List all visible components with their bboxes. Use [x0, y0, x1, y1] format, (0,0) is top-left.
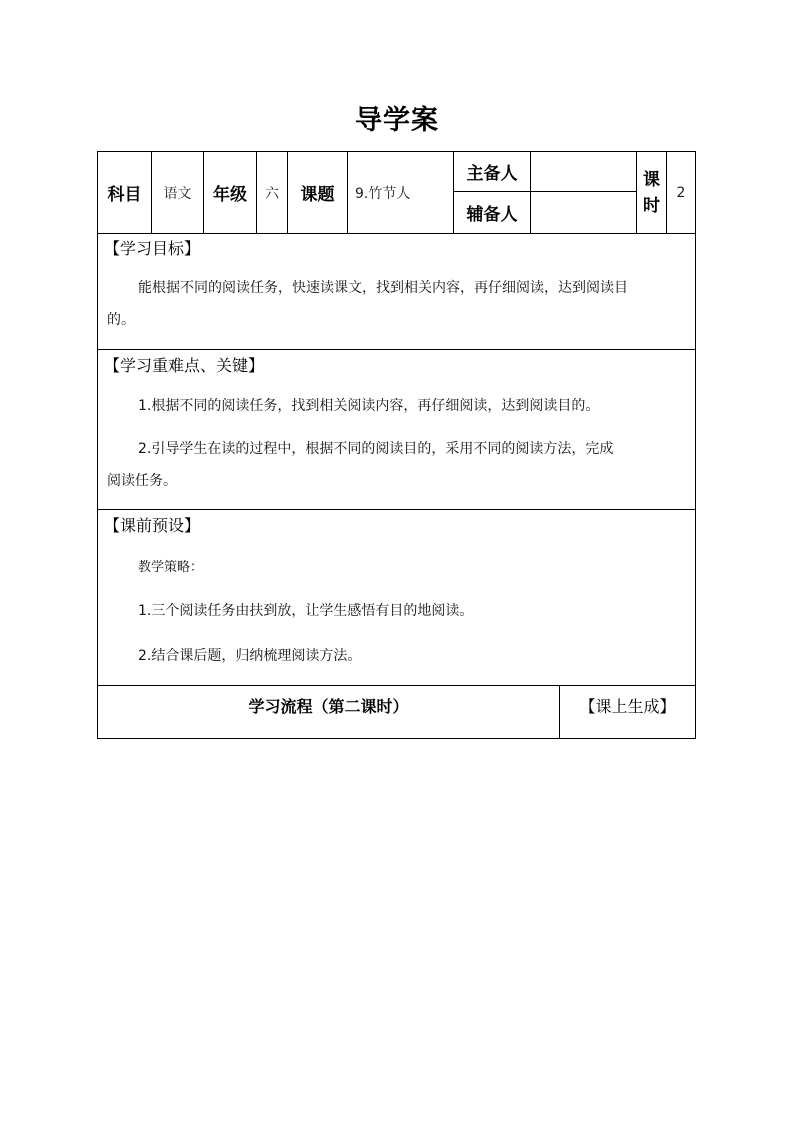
- objectives-line-1: 能根据不同的阅读任务，快速读课文，找到相关内容，再仔细阅读，达到阅读目: [138, 280, 628, 296]
- key-point-1: 1.根据不同的阅读任务，找到相关阅读内容，再仔细阅读，达到阅读目的。: [138, 398, 600, 414]
- period-value: 2: [676, 184, 686, 201]
- subject-label: 科目: [107, 185, 142, 205]
- row-divider: [98, 233, 695, 234]
- preparation-heading: 【课前预设】: [104, 516, 201, 535]
- subject-value: 语文: [163, 185, 192, 202]
- lesson-plan-table: [97, 151, 696, 739]
- topic-value: 9.竹节人: [355, 185, 411, 202]
- objectives-heading: 【学习目标】: [104, 239, 201, 258]
- generation-label: 【课上生成】: [579, 696, 676, 716]
- row-divider: [98, 349, 695, 350]
- key-point-2-line-2: 阅读任务。: [107, 473, 177, 489]
- page-title: 导学案: [355, 105, 439, 136]
- period-label: [637, 152, 666, 233]
- main-preparer-value: [531, 152, 636, 191]
- assistant-preparer-label: 辅备人: [466, 205, 518, 225]
- row-divider: [98, 509, 695, 510]
- assistant-preparer-value: [531, 192, 636, 233]
- main-preparer-label: 主备人: [466, 164, 518, 184]
- grade-value: 六: [265, 185, 279, 202]
- period-label-char-1: 课: [643, 169, 660, 190]
- key-point-2-line-1: 2.引导学生在读的过程中，根据不同的阅读目的，采用不同的阅读方法，完成: [138, 441, 614, 457]
- period-label-char-2: 时: [643, 195, 660, 216]
- key-points-heading: 【学习重难点、关键】: [104, 356, 265, 375]
- process-label: 学习流程（第二课时）: [248, 696, 409, 716]
- topic-label: 课题: [300, 185, 335, 205]
- preparation-item-1: 1.三个阅读任务由扶到放，让学生感悟有目的地阅读。: [138, 603, 474, 619]
- grade-label: 年级: [213, 185, 247, 205]
- objectives-line-2: 的。: [107, 312, 135, 328]
- preparation-item-2: 2.结合课后题，归纳梳理阅读方法。: [138, 648, 362, 664]
- strategy-label: 教学策略：: [138, 560, 204, 575]
